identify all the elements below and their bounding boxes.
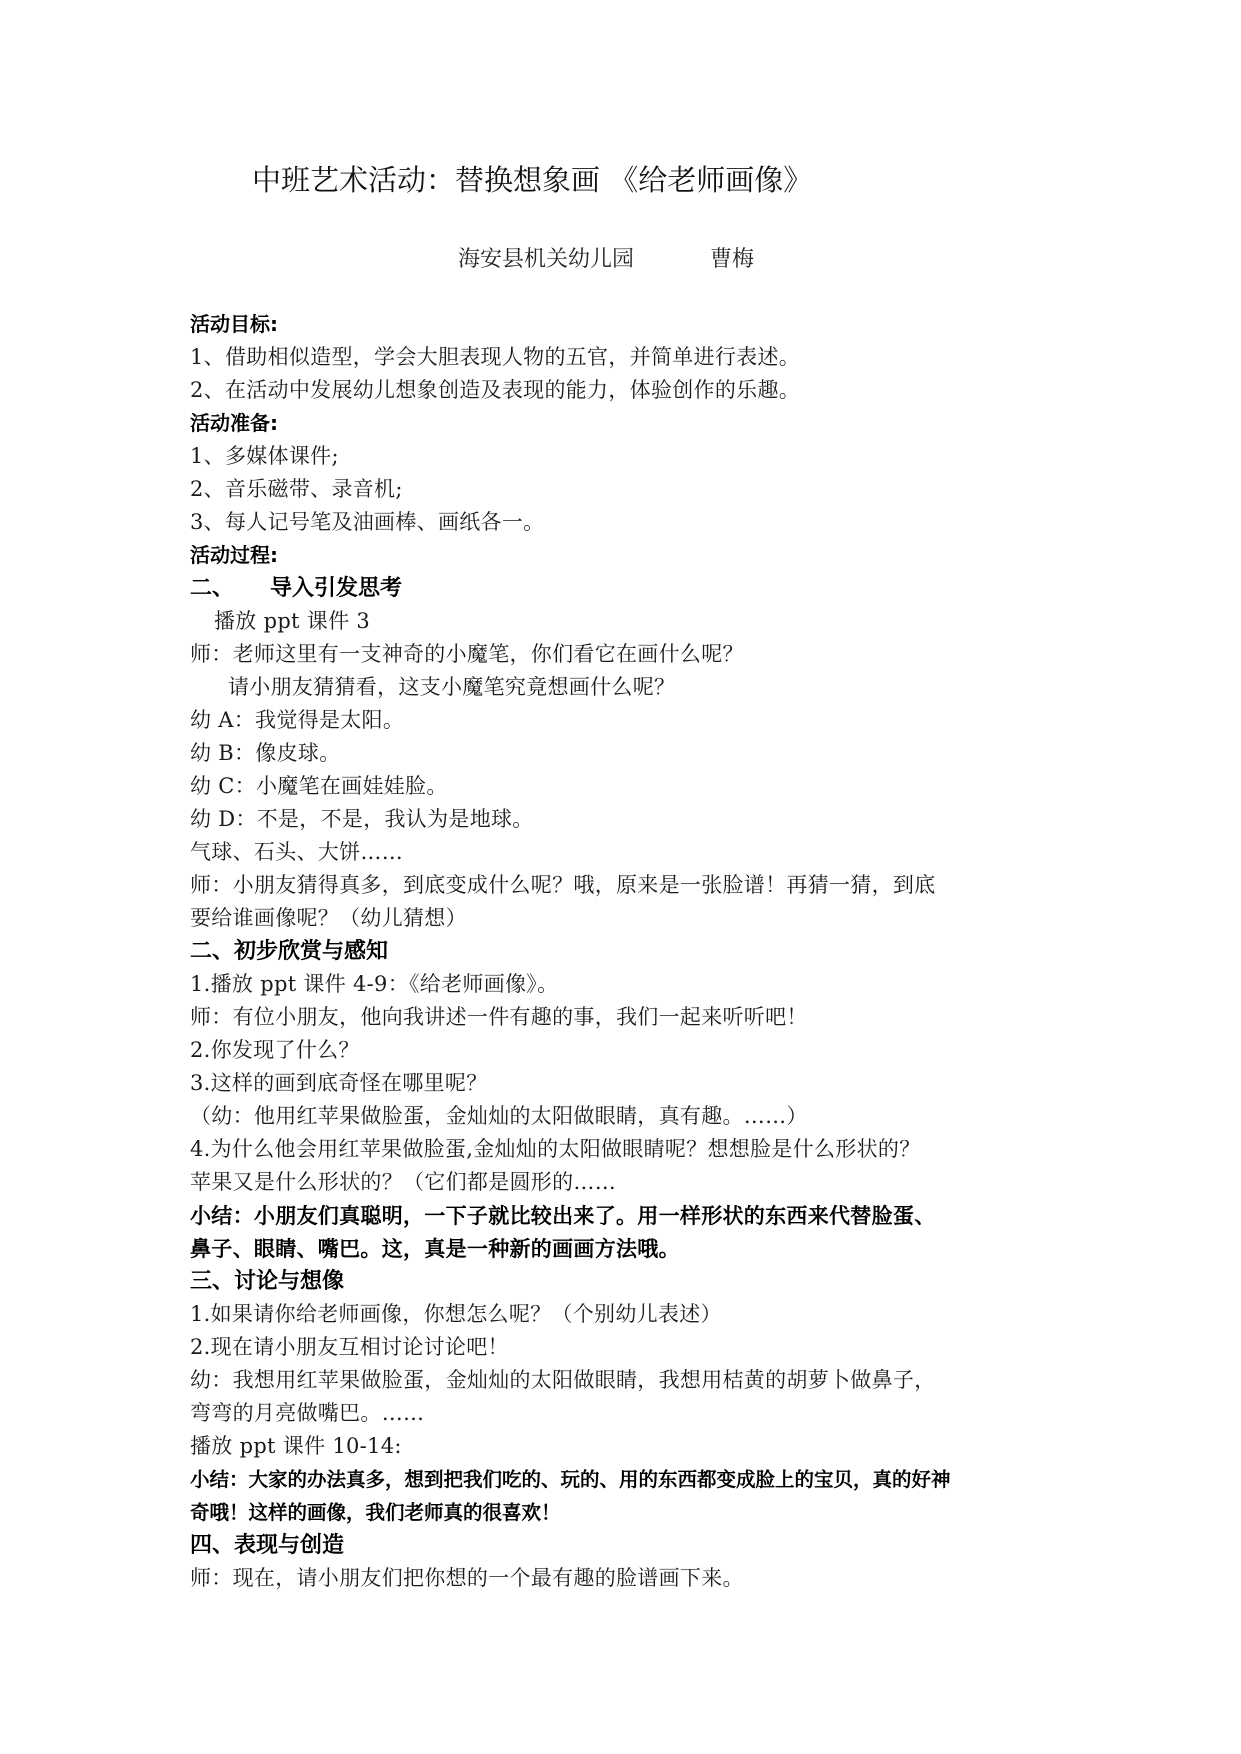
- section2-line: 4.为什么他会用红苹果做脸蛋,金灿灿的太阳做眼睛呢？想想脸是什么形状的？: [190, 1137, 921, 1161]
- section4-heading: 四、表现与创造: [190, 1533, 345, 1558]
- document-body: [190, 308, 1070, 1595]
- byline: [458, 245, 754, 275]
- section1-line: 要给谁画像呢？（幼儿猜想）: [190, 906, 467, 930]
- goal-item: 2、在活动中发展幼儿想象创造及表现的能力，体验创作的乐趣。: [190, 378, 801, 402]
- section3-heading: 三、讨论与想像: [190, 1269, 345, 1294]
- section2-line: 1.播放 ppt 课件 4-9：《给老师画像》。: [190, 972, 559, 996]
- section4-line: 师：现在，请小朋友们把你想的一个最有趣的脸谱画下来。: [190, 1566, 744, 1590]
- section1-line: 播放 ppt 课件 3: [214, 609, 371, 633]
- section3-summary: 奇哦！这样的画像，我们老师真的很喜欢！: [190, 1501, 561, 1524]
- section1-line: 幼 C：小魔笔在画娃娃脸。: [190, 774, 448, 798]
- process-heading: 活动过程:: [190, 543, 278, 567]
- section1-line: 气球、石头、大饼……: [190, 840, 403, 864]
- section3-line: 2.现在请小朋友互相讨论讨论吧！: [190, 1335, 509, 1359]
- section3-line: 幼：我想用红苹果做脸蛋，金灿灿的太阳做眼睛，我想用桔黄的胡萝卜做鼻子，: [190, 1368, 936, 1392]
- section2-heading: 二、初步欣赏与感知: [190, 939, 389, 964]
- section2-summary: 鼻子、眼睛、嘴巴。这，真是一种新的画画方法哦。: [190, 1236, 680, 1261]
- section1-number: 二、: [190, 576, 235, 601]
- section1-line: 幼 D：不是，不是，我认为是地球。: [190, 807, 534, 831]
- section3-line: 弯弯的月亮做嘴巴。……: [190, 1401, 425, 1425]
- section1-line: 幼 B：像皮球。: [190, 741, 341, 765]
- preparation-item: 3、每人记号笔及油画棒、画纸各一。: [190, 510, 545, 534]
- section2-summary: 小结：小朋友们真聪明，一下子就比较出来了。用一样形状的东西来代替脸蛋、: [190, 1203, 936, 1228]
- section2-line: （幼：他用红苹果做脸蛋，金灿灿的太阳做眼睛，真有趣。……）: [190, 1104, 808, 1128]
- section3-summary: 小结：大家的办法真多，想到把我们吃的、玩的、用的东西都变成脸上的宝贝，真的好神: [190, 1468, 951, 1491]
- section1-line: 师：小朋友猜得真多，到底变成什么呢？哦，原来是一张脸谱！再猜一猜，到底: [190, 873, 936, 897]
- section1-title: 导入引发思考: [270, 576, 403, 601]
- section2-line: 3.这样的画到底奇怪在哪里呢？: [190, 1071, 488, 1095]
- preparation-heading: 活动准备:: [190, 411, 278, 435]
- section1-line: 幼 A：我觉得是太阳。: [190, 708, 405, 732]
- byline-organization: 海安县机关幼儿园: [458, 247, 635, 272]
- section2-line: 师：有位小朋友，他向我讲述一件有趣的事，我们一起来听听吧！: [190, 1005, 808, 1029]
- section1-line: 师：老师这里有一支神奇的小魔笔，你们看它在画什么呢？: [190, 642, 744, 666]
- goal-item: 1、借助相似造型，学会大胆表现人物的五官，并简单进行表述。: [190, 345, 801, 369]
- preparation-item: 2、音乐磁带、录音机;: [190, 477, 403, 501]
- byline-author: 曹梅: [710, 247, 755, 272]
- section2-line: 2.你发现了什么？: [190, 1038, 360, 1062]
- section3-line: 播放 ppt 课件 10-14:: [190, 1434, 402, 1458]
- section2-line: 苹果又是什么形状的？（它们都是圆形的……: [190, 1170, 616, 1194]
- section1-heading: [190, 572, 1070, 605]
- section1-line: 请小朋友猜猜看，这支小魔笔究竟想画什么呢？: [228, 675, 676, 699]
- document-title: 中班艺术活动：替换想象画 《给老师画像》: [252, 163, 813, 197]
- preparation-item: 1、多媒体课件;: [190, 444, 339, 468]
- section3-line: 1.如果请你给老师画像，你想怎么呢？（个别幼儿表述）: [190, 1302, 722, 1326]
- goals-heading: 活动目标:: [190, 312, 278, 336]
